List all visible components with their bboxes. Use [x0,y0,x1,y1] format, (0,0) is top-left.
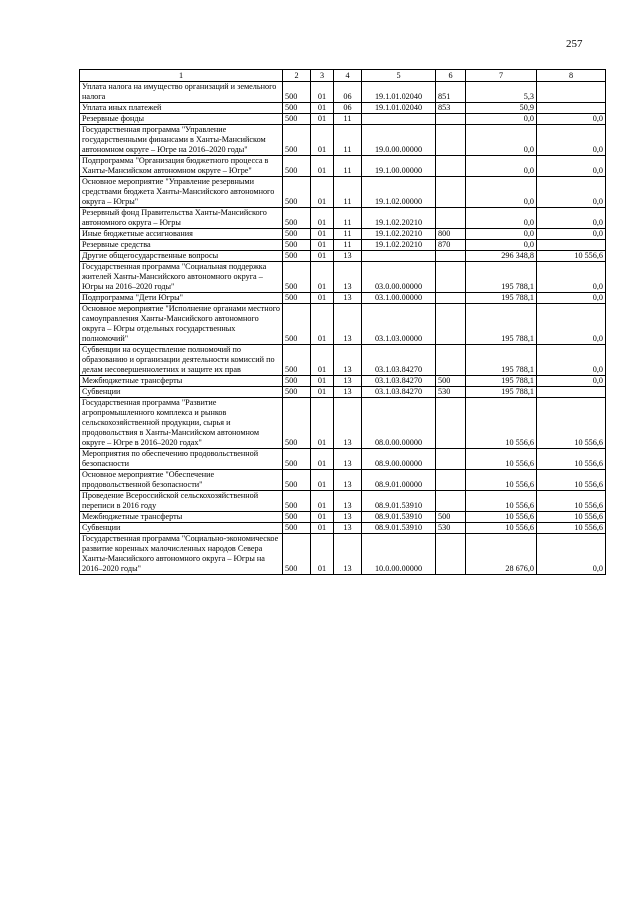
row-admin-cell: 500 [283,376,311,387]
row-expense-type-cell [436,449,466,470]
table-row [80,208,606,229]
row-target-code-cell: 08.9.00.00000 [362,449,436,470]
header-cell: 1 [80,70,283,82]
row-expense-type-cell: 853 [436,103,466,114]
row-name-cell: Межбюджетные трансферты [80,512,283,523]
header-cell: 7 [466,70,537,82]
row-expense-type-cell: 530 [436,523,466,534]
row-target-code-cell: 19.1.01.02040 [362,82,436,103]
header-cell: 3 [311,70,334,82]
row-amount-cell: 0,0 [466,240,537,251]
row-section-cell: 01 [311,387,334,398]
row-subvention-amount-cell [537,387,606,398]
row-subsection-cell: 13 [334,398,362,449]
row-subvention-amount-cell: 0,0 [537,156,606,177]
row-subvention-amount-cell: 10 556,6 [537,491,606,512]
row-subsection-cell: 11 [334,125,362,156]
row-amount-cell: 10 556,6 [466,512,537,523]
row-section-cell: 01 [311,103,334,114]
row-section-cell: 01 [311,251,334,262]
row-name-cell: Подпрограмма "Дети Югры" [80,293,283,304]
row-admin-cell: 500 [283,177,311,208]
row-subvention-amount-cell: 10 556,6 [537,398,606,449]
row-subsection-cell: 06 [334,82,362,103]
row-name-cell: Резервные фонды [80,114,283,125]
table-row [80,534,606,575]
row-section-cell: 01 [311,491,334,512]
row-subvention-amount-cell [537,240,606,251]
row-section-cell: 01 [311,156,334,177]
row-subvention-amount-cell: 10 556,6 [537,512,606,523]
row-subsection-cell: 13 [334,470,362,491]
row-subvention-amount-cell: 0,0 [537,114,606,125]
row-amount-cell: 0,0 [466,156,537,177]
table-row [80,103,606,114]
row-subvention-amount-cell [537,82,606,103]
row-target-code-cell: 03.1.03.00000 [362,304,436,345]
row-expense-type-cell [436,125,466,156]
row-section-cell: 01 [311,470,334,491]
row-admin-cell: 500 [283,449,311,470]
row-subvention-amount-cell: 0,0 [537,125,606,156]
table-row [80,293,606,304]
row-section-cell: 01 [311,229,334,240]
row-name-cell: Основное мероприятие "Исполнение органами местного самоуправления Ханты-Мансийского автономного округа – Югры отдельных государственных полномочий" [80,304,283,345]
table-row [80,114,606,125]
table-row [80,470,606,491]
row-expense-type-cell [436,293,466,304]
row-section-cell: 01 [311,114,334,125]
row-target-code-cell: 19.0.00.00000 [362,125,436,156]
row-name-cell: Субвенции на осуществление полномочий по образованию и организации деятельности комиссий по делам несовершеннолетних и защите их прав [80,345,283,376]
row-subsection-cell: 13 [334,293,362,304]
row-expense-type-cell [436,304,466,345]
row-amount-cell: 195 788,1 [466,376,537,387]
row-admin-cell: 500 [283,156,311,177]
table-row [80,262,606,293]
row-amount-cell: 0,0 [466,114,537,125]
row-name-cell: Государственная программа "Развитие агропромышленного комплекса и рынков сельскохозяйственной продукции, сырья и продовольствия в Ханты-Мансийском автономном округе – Югре в 2016–2020 годах" [80,398,283,449]
row-section-cell: 01 [311,125,334,156]
row-section-cell: 01 [311,208,334,229]
row-section-cell: 01 [311,82,334,103]
row-amount-cell: 195 788,1 [466,345,537,376]
table-row [80,387,606,398]
row-subsection-cell: 06 [334,103,362,114]
row-target-code-cell: 08.9.01.53910 [362,491,436,512]
row-admin-cell: 500 [283,208,311,229]
row-subvention-amount-cell: 0,0 [537,262,606,293]
row-admin-cell: 500 [283,229,311,240]
row-admin-cell: 500 [283,512,311,523]
row-admin-cell: 500 [283,125,311,156]
row-expense-type-cell: 500 [436,512,466,523]
row-amount-cell: 50,9 [466,103,537,114]
row-name-cell: Государственная программа "Социальная поддержка жителей Ханты-Мансийского автономного округа – Югры на 2016–2020 годы" [80,262,283,293]
row-subsection-cell: 13 [334,449,362,470]
table-row [80,125,606,156]
row-amount-cell: 0,0 [466,125,537,156]
row-name-cell: Иные бюджетные ассигнования [80,229,283,240]
row-section-cell: 01 [311,262,334,293]
header-cell: 5 [362,70,436,82]
row-target-code-cell: 19.1.02.20210 [362,229,436,240]
table-row [80,240,606,251]
table-header [80,70,606,82]
row-name-cell: Подпрограмма "Организация бюджетного процесса в Ханты-Мансийском автономном округе – Югре" [80,156,283,177]
row-subsection-cell: 13 [334,512,362,523]
row-name-cell: Основное мероприятие "Обеспечение продовольственной безопасности" [80,470,283,491]
row-subvention-amount-cell: 0,0 [537,177,606,208]
row-section-cell: 01 [311,512,334,523]
row-subsection-cell: 13 [334,523,362,534]
row-name-cell: Субвенции [80,523,283,534]
row-expense-type-cell: 870 [436,240,466,251]
row-target-code-cell: 19.1.01.02040 [362,103,436,114]
row-expense-type-cell [436,114,466,125]
row-expense-type-cell: 530 [436,387,466,398]
row-admin-cell: 500 [283,240,311,251]
row-subvention-amount-cell: 0,0 [537,376,606,387]
row-subvention-amount-cell: 0,0 [537,229,606,240]
row-name-cell: Государственная программа "Социально-экономическое развитие коренных малочисленных народов Севера Ханты-Мансийского автономного округа – Югры на 2016–2020 годы" [80,534,283,575]
row-name-cell: Проведение Всероссийской сельскохозяйственной переписи в 2016 году [80,491,283,512]
row-subsection-cell: 11 [334,177,362,208]
table-row [80,376,606,387]
row-subsection-cell: 11 [334,156,362,177]
row-subsection-cell: 13 [334,534,362,575]
row-subsection-cell: 13 [334,304,362,345]
row-section-cell: 01 [311,345,334,376]
row-admin-cell: 500 [283,262,311,293]
row-expense-type-cell [436,156,466,177]
budget-table [79,69,606,575]
row-section-cell: 01 [311,304,334,345]
row-subvention-amount-cell: 0,0 [537,293,606,304]
row-amount-cell: 0,0 [466,177,537,208]
row-target-code-cell: 03.1.00.00000 [362,293,436,304]
row-target-code-cell: 08.0.00.00000 [362,398,436,449]
row-amount-cell: 0,0 [466,208,537,229]
row-name-cell: Межбюджетные трансферты [80,376,283,387]
row-subvention-amount-cell: 10 556,6 [537,523,606,534]
row-amount-cell: 195 788,1 [466,262,537,293]
table-row [80,345,606,376]
row-subvention-amount-cell: 10 556,6 [537,251,606,262]
row-section-cell: 01 [311,534,334,575]
row-section-cell: 01 [311,177,334,208]
row-subvention-amount-cell: 10 556,6 [537,449,606,470]
row-target-code-cell: 03.1.03.84270 [362,376,436,387]
row-amount-cell: 296 348,8 [466,251,537,262]
header-cell: 6 [436,70,466,82]
row-subsection-cell: 13 [334,376,362,387]
row-subsection-cell: 13 [334,387,362,398]
row-subvention-amount-cell: 0,0 [537,208,606,229]
row-target-code-cell: 08.9.01.53910 [362,512,436,523]
row-amount-cell: 28 676,0 [466,534,537,575]
row-target-code-cell: 10.0.00.00000 [362,534,436,575]
row-expense-type-cell: 500 [436,376,466,387]
row-target-code-cell: 08.9.01.00000 [362,470,436,491]
header-cell: 2 [283,70,311,82]
row-name-cell: Резервные средства [80,240,283,251]
row-target-code-cell: 03.0.00.00000 [362,262,436,293]
row-amount-cell: 0,0 [466,229,537,240]
row-admin-cell: 500 [283,470,311,491]
row-amount-cell: 10 556,6 [466,523,537,534]
row-amount-cell: 10 556,6 [466,470,537,491]
row-subsection-cell: 11 [334,208,362,229]
row-amount-cell: 10 556,6 [466,491,537,512]
table-row [80,304,606,345]
row-admin-cell: 500 [283,114,311,125]
row-expense-type-cell [436,398,466,449]
row-amount-cell: 195 788,1 [466,387,537,398]
row-section-cell: 01 [311,293,334,304]
table-row [80,398,606,449]
row-admin-cell: 500 [283,345,311,376]
row-section-cell: 01 [311,376,334,387]
row-target-code-cell: 19.1.02.00000 [362,177,436,208]
row-name-cell: Государственная программа "Управление государственными финансами в Ханты-Мансийском автономном округе – Югре на 2016–2020 годы" [80,125,283,156]
row-expense-type-cell: 800 [436,229,466,240]
header-row [80,70,606,82]
row-name-cell: Другие общегосударственные вопросы [80,251,283,262]
row-admin-cell: 500 [283,82,311,103]
row-name-cell: Резервный фонд Правительства Ханты-Мансийского автономного округа – Югры [80,208,283,229]
row-admin-cell: 500 [283,293,311,304]
table-row [80,177,606,208]
table-row [80,491,606,512]
row-name-cell: Уплата иных платежей [80,103,283,114]
table-row [80,82,606,103]
row-amount-cell: 10 556,6 [466,398,537,449]
row-target-code-cell [362,114,436,125]
table-row [80,229,606,240]
row-subsection-cell: 13 [334,251,362,262]
row-target-code-cell: 19.1.00.00000 [362,156,436,177]
table-row [80,251,606,262]
row-expense-type-cell: 851 [436,82,466,103]
row-subvention-amount-cell: 0,0 [537,345,606,376]
row-admin-cell: 500 [283,387,311,398]
table-row [80,156,606,177]
table-row [80,512,606,523]
header-cell: 4 [334,70,362,82]
row-amount-cell: 10 556,6 [466,449,537,470]
row-expense-type-cell [436,262,466,293]
row-target-code-cell [362,251,436,262]
row-target-code-cell: 08.9.01.53910 [362,523,436,534]
header-cell: 8 [537,70,606,82]
row-target-code-cell: 19.1.02.20210 [362,208,436,229]
row-subsection-cell: 11 [334,229,362,240]
row-subsection-cell: 11 [334,240,362,251]
row-section-cell: 01 [311,523,334,534]
row-subsection-cell: 13 [334,262,362,293]
row-subsection-cell: 11 [334,114,362,125]
row-expense-type-cell [436,177,466,208]
row-admin-cell: 500 [283,534,311,575]
row-subsection-cell: 13 [334,491,362,512]
row-target-code-cell: 03.1.03.84270 [362,387,436,398]
row-expense-type-cell [436,345,466,376]
row-admin-cell: 500 [283,491,311,512]
row-subsection-cell: 13 [334,345,362,376]
row-admin-cell: 500 [283,523,311,534]
row-admin-cell: 500 [283,103,311,114]
table-row [80,523,606,534]
row-name-cell: Мероприятия по обеспечению продовольственной безопасности [80,449,283,470]
row-name-cell: Основное мероприятие "Управление резервными средствами бюджета Ханты-Мансийского автономного округа – Югры" [80,177,283,208]
row-expense-type-cell [436,491,466,512]
row-section-cell: 01 [311,240,334,251]
row-expense-type-cell [436,251,466,262]
row-subvention-amount-cell [537,103,606,114]
row-target-code-cell: 19.1.02.20210 [362,240,436,251]
row-amount-cell: 5,3 [466,82,537,103]
row-section-cell: 01 [311,449,334,470]
row-name-cell: Субвенции [80,387,283,398]
table-row [80,449,606,470]
row-amount-cell: 195 788,1 [466,293,537,304]
row-admin-cell: 500 [283,251,311,262]
row-expense-type-cell [436,208,466,229]
row-subvention-amount-cell: 0,0 [537,534,606,575]
page-number: 257 [566,38,583,50]
row-admin-cell: 500 [283,304,311,345]
row-admin-cell: 500 [283,398,311,449]
row-subvention-amount-cell: 10 556,6 [537,470,606,491]
row-amount-cell: 195 788,1 [466,304,537,345]
row-name-cell: Уплата налога на имущество организаций и земельного налога [80,82,283,103]
row-expense-type-cell [436,470,466,491]
row-subvention-amount-cell: 0,0 [537,304,606,345]
table-body [80,82,606,575]
row-section-cell: 01 [311,398,334,449]
row-target-code-cell: 03.1.03.84270 [362,345,436,376]
row-expense-type-cell [436,534,466,575]
